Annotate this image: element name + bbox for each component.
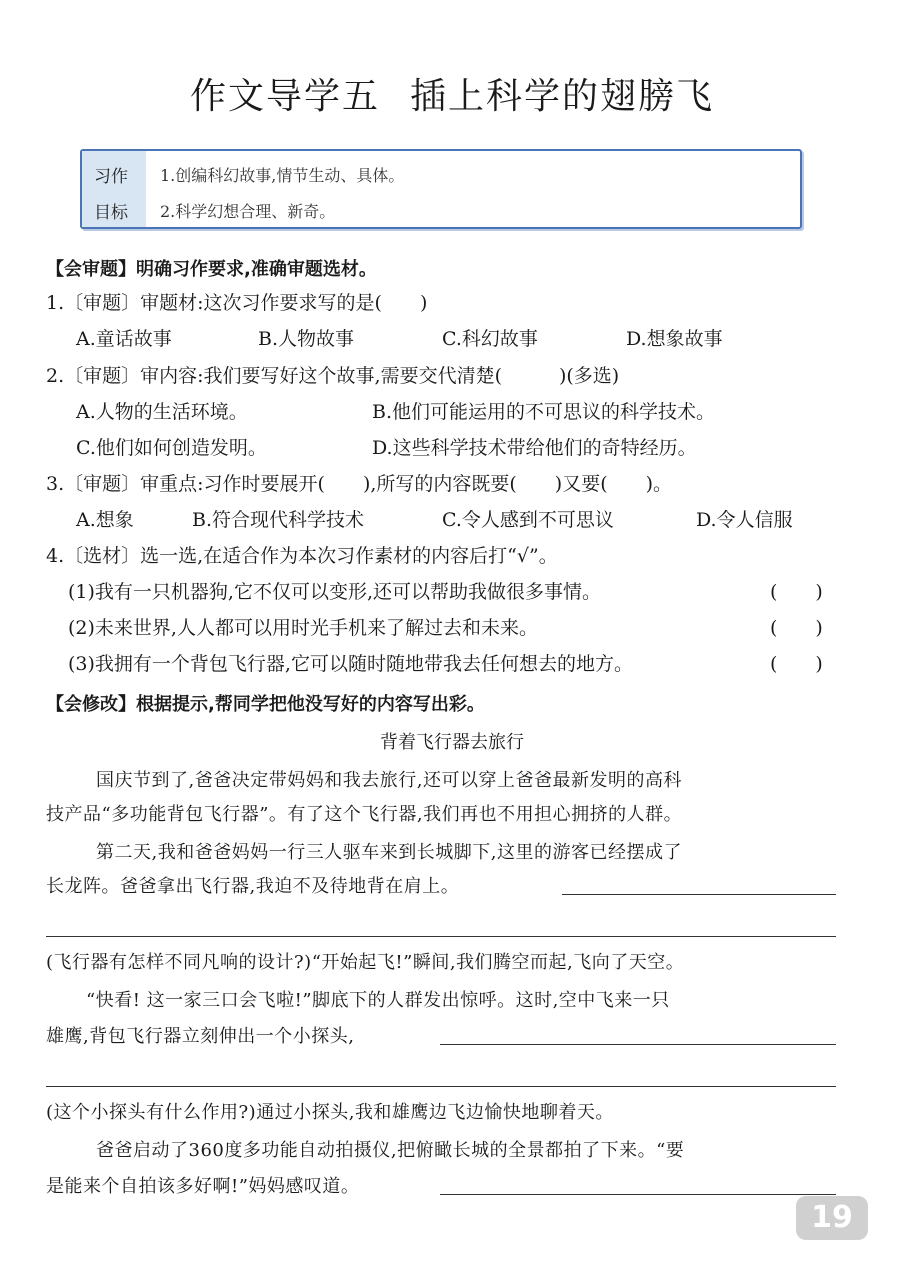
goals-label-bottom: 目标 [94,203,128,223]
question-3: 3.〔审题〕审重点:习作时要展开( ),所写的内容既要( )又要( )。 [46,473,673,495]
answer-line-3[interactable] [440,1044,836,1045]
goals-label-top: 习作 [94,167,128,187]
q4-item-2: (2)未来世界,人人都可以用时光手机来了解过去和未来。 [68,617,538,639]
goal-item-2: 2.科学幻想合理、新奇。 [160,202,336,221]
q4-answer-blank-1[interactable]: ( ) [770,581,823,603]
story-paragraph-2-line-3: (飞行器有怎样不同凡响的设计?)“开始起飞!”瞬间,我们腾空而起,飞向了天空。 [46,952,685,973]
q1-option-a: A.童话故事 [76,328,172,350]
story-paragraph-4-line-1: 爸爸启动了360度多功能自动拍摄仪,把俯瞰长城的全景都拍了下来。“要 [96,1140,685,1161]
story-title: 背着飞行器去旅行 [380,732,524,753]
story-paragraph-3-line-2: 雄鹰,背包飞行器立刻伸出一个小探头, [46,1026,355,1047]
q2-option-b: B.他们可能运用的不可思议的科学技术。 [372,401,716,423]
page-number: 19 [796,1196,868,1240]
q1-option-b: B.人物故事 [258,328,355,350]
q1-option-d: D.想象故事 [626,328,723,350]
q2-option-d: D.这些科学技术带给他们的奇特经历。 [372,437,697,459]
q4-item-3: (3)我拥有一个背包飞行器,它可以随时随地带我去任何想去的地方。 [68,653,633,675]
q2-option-a: A.人物的生活环境。 [76,401,248,423]
section-text: 明确习作要求,准确审题选材。 [136,259,377,280]
answer-line-5[interactable] [440,1194,836,1195]
page-title [0,68,904,119]
story-paragraph-3-line-3: (这个小探头有什么作用?)通过小探头,我和雄鹰边飞边愉快地聊着天。 [46,1102,614,1123]
story-paragraph-2-line-1: 第二天,我和爸爸妈妈一行三人驱车来到长城脚下,这里的游客已经摆成了 [96,842,682,863]
answer-line-2[interactable] [46,936,836,937]
section-heading-review [46,255,377,281]
goals-label [82,151,146,227]
title-left: 作文导学五 [189,76,380,117]
q3-option-d: D.令人信服 [696,509,793,531]
answer-line-1[interactable] [562,894,836,895]
story-paragraph-4-line-2: 是能来个自拍该多好啊!”妈妈感叹道。 [46,1176,360,1197]
story-paragraph-1-line-1: 国庆节到了,爸爸决定带妈妈和我去旅行,还可以穿上爸爸最新发明的高科 [96,770,682,791]
q3-option-a: A.想象 [76,509,134,531]
q4-item-1: (1)我有一只机器狗,它不仅可以变形,还可以帮助我做很多事情。 [68,581,601,603]
q3-option-c: C.令人感到不可思议 [442,509,614,531]
question-2: 2.〔审题〕审内容:我们要写好这个故事,需要交代清楚( )(多选) [46,365,620,387]
question-1: 1.〔审题〕审题材:这次习作要求写的是( ) [46,292,428,314]
q4-answer-blank-2[interactable]: ( ) [770,617,823,639]
story-paragraph-3-line-1: “快看! 这一家三口会飞啦!”脚底下的人群发出惊呼。这时,空中飞来一只 [86,990,670,1011]
section-tag: 【会审题】 [46,259,136,280]
q2-option-c: C.他们如何创造发明。 [76,437,267,459]
section-text: 根据提示,帮同学把他没写好的内容写出彩。 [136,694,485,715]
story-paragraph-1-line-2: 技产品“多功能背包飞行器”。有了这个飞行器,我们再也不用担心拥挤的人群。 [46,804,683,825]
story-paragraph-2-line-2: 长龙阵。爸爸拿出飞行器,我迫不及待地背在肩上。 [46,876,460,897]
answer-line-4[interactable] [46,1086,836,1087]
q3-option-b: B.符合现代科学技术 [192,509,365,531]
question-4: 4.〔选材〕选一选,在适合作为本次习作素材的内容后打“√”。 [46,545,558,567]
title-right: 插上科学的翅膀飞 [410,76,715,117]
section-heading-revise [46,690,485,716]
q4-answer-blank-3[interactable]: ( ) [770,653,823,675]
writing-goals-box [80,149,802,229]
section-tag: 【会修改】 [46,694,136,715]
goal-item-1: 1.创编科幻故事,情节生动、具体。 [160,166,405,185]
q1-option-c: C.科幻故事 [442,328,538,350]
